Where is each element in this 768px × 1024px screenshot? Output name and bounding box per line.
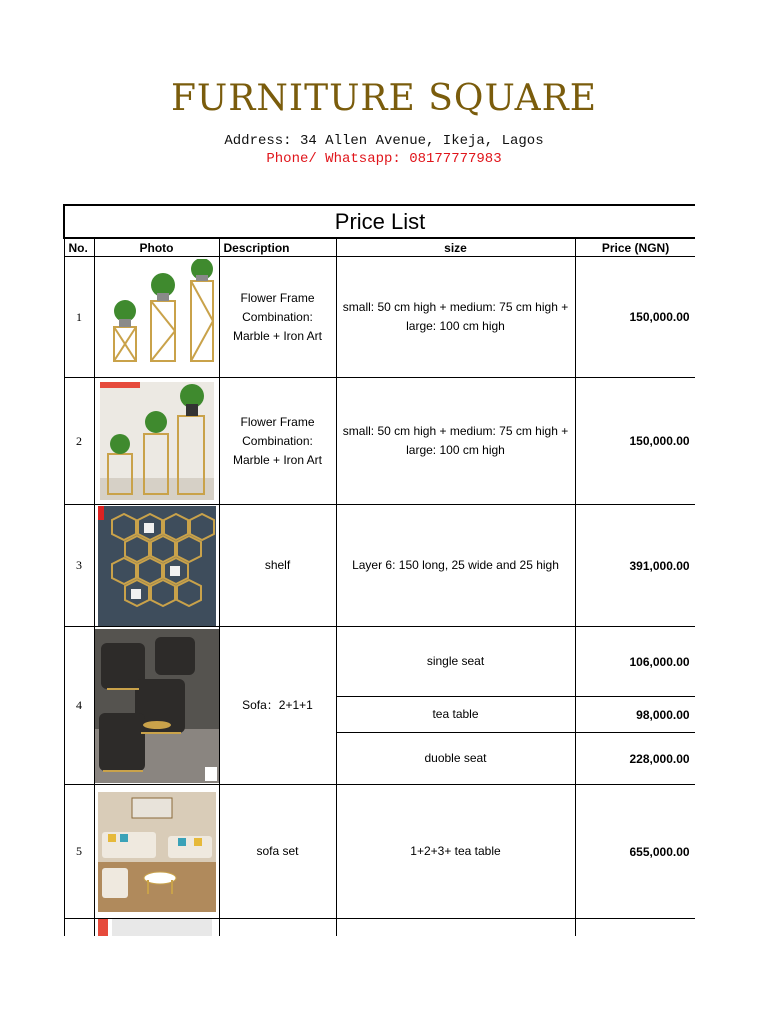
price-list-title: Price List <box>64 205 695 238</box>
row-size: duoble seat <box>336 733 575 785</box>
row-price <box>575 919 695 937</box>
row-size: Layer 6: 150 long, 25 wide and 25 high <box>336 505 575 627</box>
phone-line: Phone/ Whatsapp: 08177777983 <box>266 151 502 167</box>
product-photo <box>94 919 219 937</box>
row-number <box>64 919 94 937</box>
row-description: sofa set <box>219 785 336 919</box>
row-price: 391,000.00 <box>575 505 695 627</box>
row-size: small: 50 cm high + medium: 75 cm high + large: 100 cm high <box>336 378 575 505</box>
row-description: shelf <box>219 505 336 627</box>
sofa-set-photo <box>98 792 216 912</box>
flower-stand-room-photo <box>100 382 214 500</box>
hexagon-shelf-photo <box>98 506 216 626</box>
col-size-header: size <box>336 238 575 257</box>
product-photo <box>94 627 219 785</box>
row-price: 106,000.00 <box>575 627 695 697</box>
row-size <box>336 919 575 937</box>
table-row <box>64 919 695 937</box>
col-price-header: Price (NGN) <box>575 238 695 257</box>
row-price: 98,000.00 <box>575 697 695 733</box>
product-photo <box>94 378 219 505</box>
row-number: 4 <box>64 627 94 785</box>
row-number: 1 <box>64 257 94 378</box>
product-photo <box>94 257 219 378</box>
row-price: 150,000.00 <box>575 257 695 378</box>
price-table <box>63 204 695 936</box>
product-photo <box>94 785 219 919</box>
price-list-sheet <box>63 204 695 936</box>
sofa-chairs-photo <box>95 629 219 783</box>
title-row <box>64 205 695 238</box>
table-row <box>64 505 695 627</box>
row-description: Sofa：2+1+1 <box>219 627 336 785</box>
row-size: 1+2+3+ tea table <box>336 785 575 919</box>
row-number: 5 <box>64 785 94 919</box>
header-row <box>64 238 695 257</box>
table-row <box>64 378 695 505</box>
table-row <box>64 785 695 919</box>
row-price: 655,000.00 <box>575 785 695 919</box>
row-size: small: 50 cm high + medium: 75 cm high + large: 100 cm high <box>336 257 575 378</box>
col-no-header: No. <box>64 238 94 257</box>
row-size: tea table <box>336 697 575 733</box>
col-photo-header: Photo <box>94 238 219 257</box>
product-photo <box>94 505 219 627</box>
address-line: Address: 34 Allen Avenue, Ikeja, Lagos <box>224 133 544 149</box>
next-product-photo <box>98 919 216 936</box>
table-row <box>64 627 695 697</box>
brand-title: FURNITURE SQUARE <box>170 78 598 119</box>
row-price: 228,000.00 <box>575 733 695 785</box>
row-description <box>219 919 336 937</box>
row-description: Flower Frame Combination: Marble + Iron Art <box>219 378 336 505</box>
flower-stand-photo <box>96 259 218 375</box>
row-description: Flower Frame Combination: Marble + Iron Art <box>219 257 336 378</box>
row-number: 3 <box>64 505 94 627</box>
row-size: single seat <box>336 627 575 697</box>
table-row <box>64 257 695 378</box>
col-description-header: Description <box>219 238 336 257</box>
row-number: 2 <box>64 378 94 505</box>
row-price: 150,000.00 <box>575 378 695 505</box>
